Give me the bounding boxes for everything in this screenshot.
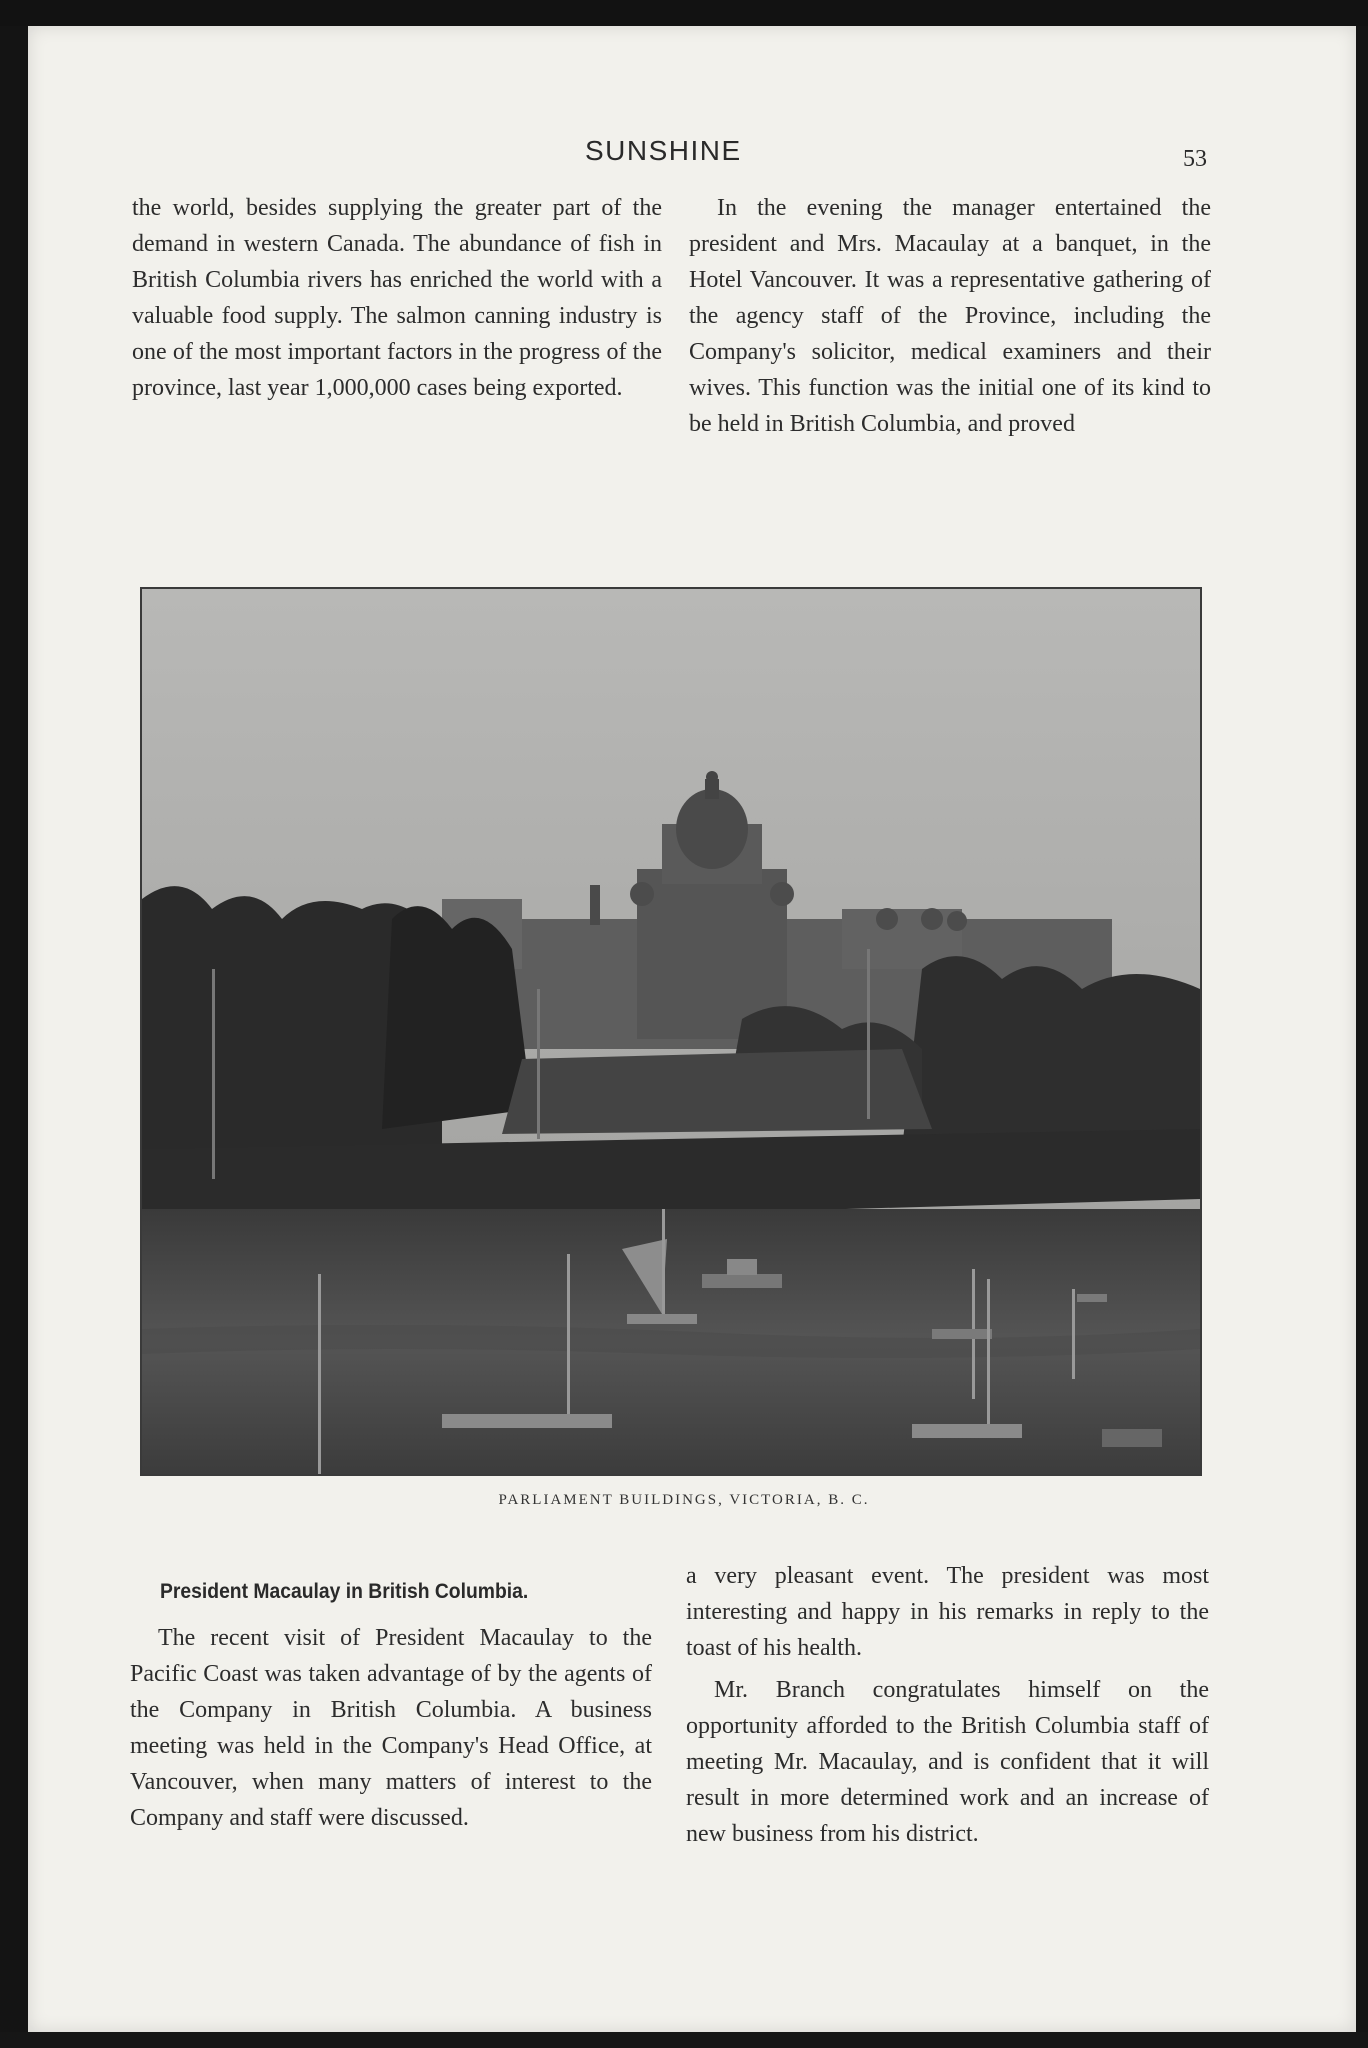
paragraph-salmon: the world, besides supplying the greater part of the demand in western Canada. The abundance of fish in British Columbia rivers has enriched the world with a valuable food supply. The salmon canning industry is one of the most important factors in the progress of the province, last year 1,000,000 cases being exported. — [132, 195, 662, 401]
column-top-right — [689, 190, 1211, 442]
parliament-buildings-photo — [140, 587, 1202, 1476]
scan-top-edge — [0, 0, 1368, 26]
page-number: 53 — [1183, 146, 1207, 172]
running-head-title: SUNSHINE — [585, 135, 742, 166]
paragraph-pleasant-event: a very pleasant event. The president was most interesting and happy in his remarks in reply to the toast of his health. — [686, 1563, 1209, 1661]
column-bottom-left — [130, 1620, 652, 1836]
paragraph-banquet: In the evening the manager entertained the president and Mrs. Macaulay at a banquet, in the Hotel Vancouver. It was a representative gathering of the agency staff of the Province, including the Company's solicitor, medical examiners and their wives. This function was the initial one of its kind to be held in British Columbia, and proved — [689, 195, 1211, 437]
scan-bottom-edge — [0, 2032, 1368, 2048]
paragraph-visit: The recent visit of President Macaulay to the Pacific Coast was taken advantage of by the agents of the Company in British Columbia. A business meeting was held in the Company's Head Office, at Vancouver, when many matters of interest to the Company and staff were discussed. — [130, 1625, 652, 1831]
paragraph-branch: Mr. Branch congratulates himself on the opportunity afforded to the British Columbia staff of meeting Mr. Macaulay, and is confident that it will result in more determined work and an increase of new business from his district. — [686, 1677, 1209, 1847]
column-top-left — [132, 190, 662, 406]
photo-caption: PARLIAMENT BUILDINGS, VICTORIA, B. C. — [498, 1492, 870, 1508]
column-bottom-right — [686, 1558, 1209, 1852]
section-heading: President Macaulay in British Columbia. — [160, 1580, 529, 1603]
